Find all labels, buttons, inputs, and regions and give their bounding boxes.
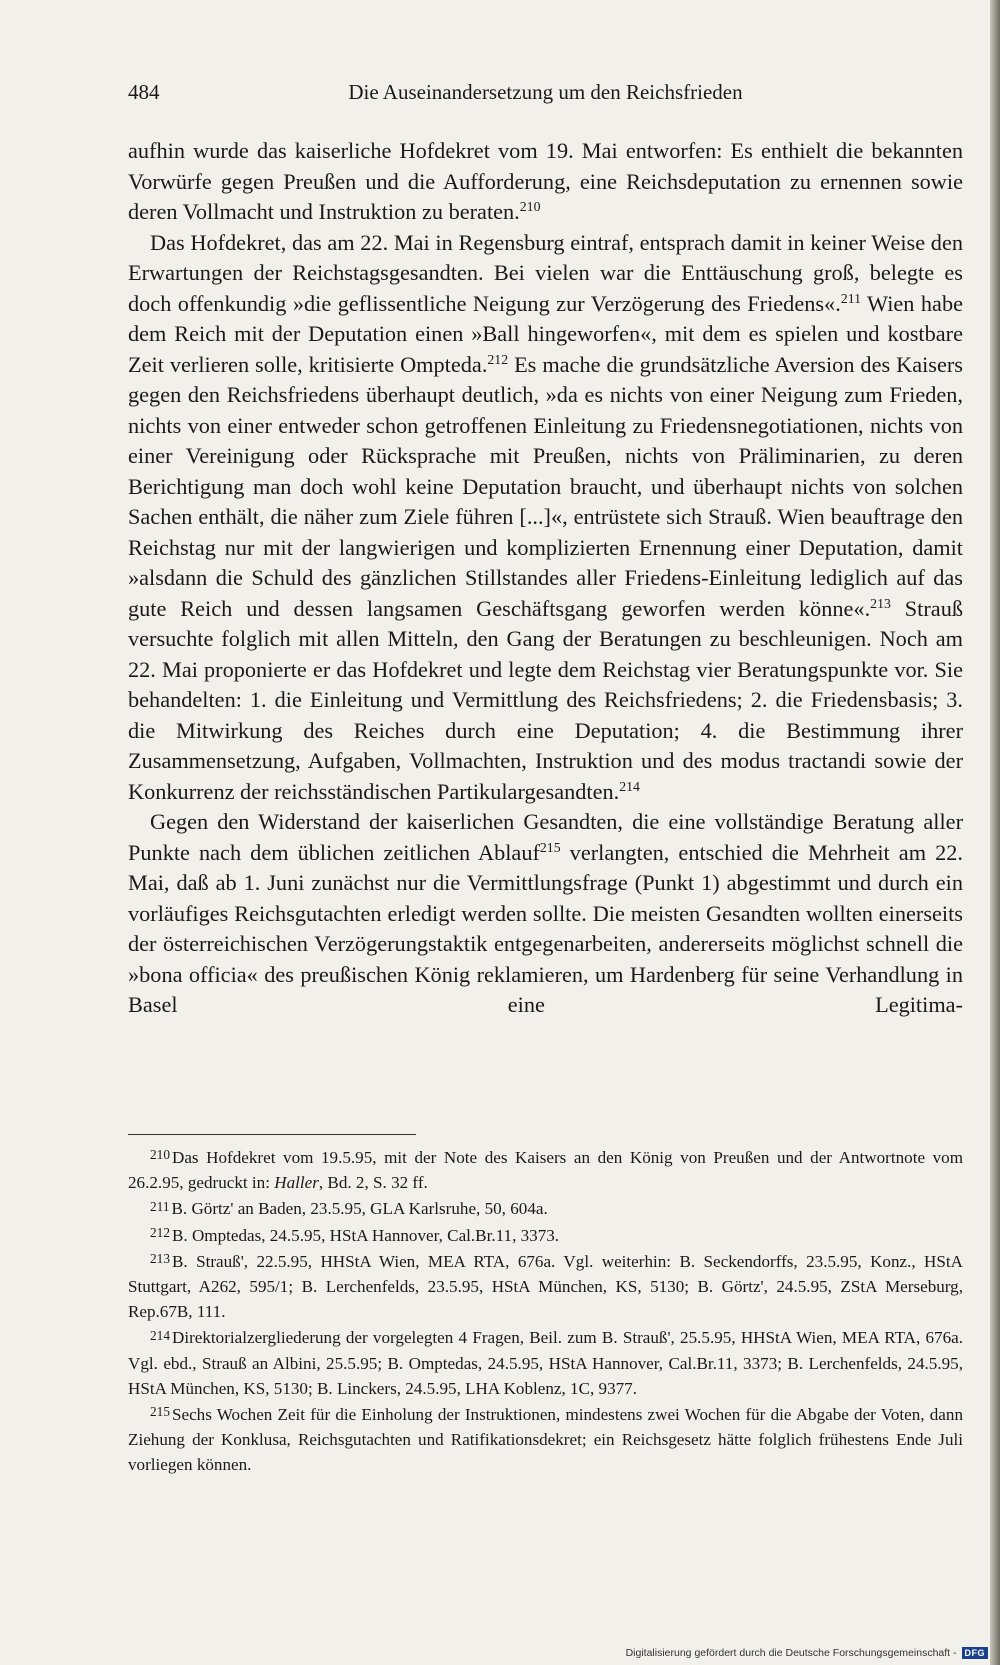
text-run: Das Hofdekret vom 19.5.95, mit der Note des Kaisers an den König von Preußen und der Antwortnote vom 26.2.95, gedruckt in: [128, 1148, 963, 1193]
page-number: 484 [128, 80, 160, 104]
footnote-number: 215 [150, 1404, 170, 1420]
text-run: Strauß versuchte folglich mit allen Mitteln, den Gang der Beratungen zu beschleunigen. Noch am 22. Mai proponierte er das Hofdekret und legte dem Reichstag vier Beratungspunkte vor. Sie behandelten: 1. die Einleitung und Vermittlung des Reichsfriedens; 2. die Friedensbasis; 3. die Mitwirkung des Reiches durch eine Deputation; 4. die Bestimmung ihrer Zusammensetzung, Aufgaben, Vollmachten, Instruktion und des modus tractandi sowie der Konkurrenz der reichsständischen Partikulargesandten. [128, 595, 963, 804]
text-run: aufhin wurde das kaiserliche Hofdekret vom 19. Mai entworfen: Es enthielt die bekannten Vorwürfe gegen Preußen und die Aufforderung, eine Reichsdeputation zu ernennen sowie deren Vollmacht und Instruktion zu beraten. [128, 138, 963, 224]
dfg-logo: DFG [962, 1647, 989, 1659]
footnote-reference: 212 [487, 351, 509, 367]
text-run: Wien habe dem Reich mit der Deputation einen »Ball hingeworfen«, mit dem es spielen und kostbare Zeit verlieren solle, kritisierte Ompteda. [128, 290, 963, 377]
main-text [128, 136, 963, 1021]
paragraph [128, 807, 963, 1021]
footnote [128, 1249, 963, 1325]
footnote-reference: 211 [840, 290, 861, 306]
text-run: Sechs Wochen Zeit für die Einholung der Instruktionen, mindestens zwei Wochen für die Abgabe der Voten, dann Ziehung der Konklusa, Reichsgutachten und Ratifikationsdekret; ein Reichsgesetz hätte folglich frühestens Ende Juli vorliegen können. [128, 1405, 963, 1475]
footnote [128, 1196, 963, 1221]
footnote [128, 1402, 963, 1478]
footnote-reference: 215 [539, 839, 561, 855]
paragraph [128, 228, 963, 808]
footnote [128, 1223, 963, 1248]
credit-text: Digitalisierung gefördert durch die Deutsche Forschungsgemeinschaft - [625, 1647, 957, 1659]
running-title: Die Auseinandersetzung um den Reichsfrieden [348, 80, 743, 104]
footnote-number: 212 [150, 1224, 170, 1240]
text-run: Gegen den Widerstand der kaiserlichen Gesandten, die eine vollständige Beratung aller Punkte nach dem üblichen zeitlichen Ablauf [128, 809, 963, 865]
text-run: B. Görtz' an Baden, 23.5.95, GLA Karlsruhe, 50, 604a. [171, 1199, 548, 1219]
text-run: , Bd. 2, S. 32 ff. [318, 1173, 428, 1193]
digitization-credit [626, 1647, 988, 1659]
footnote [128, 1325, 963, 1401]
italic-text: Haller [274, 1173, 319, 1193]
text-run: B. Strauß', 22.5.95, HHStA Wien, MEA RTA, 676a. Vgl. weiterhin: B. Seckendorffs, 23.5.95, Konz., HStA Stuttgart, A262, 595/1; B. Lerchenfelds, 23.5.95, HStA München, KS, 5130; B. Görtz', 24.5.95, ZStA Merseburg, Rep.67B, 111. [128, 1251, 963, 1322]
paragraph [128, 136, 963, 228]
footnote-reference: 210 [519, 198, 541, 214]
page-header [128, 80, 963, 110]
page-edge-shadow [990, 0, 1000, 1665]
footnote-number: 214 [150, 1327, 170, 1343]
footnote-separator [128, 1134, 416, 1135]
footnote-number: 211 [150, 1198, 170, 1214]
footnotes [128, 1145, 963, 1479]
footnote-number: 213 [150, 1251, 170, 1267]
text-run: B. Omptedas, 24.5.95, HStA Hannover, Cal.Br.11, 3373. [172, 1225, 560, 1245]
footnote-reference: 214 [619, 778, 640, 794]
text-run: Das Hofdekret, das am 22. Mai in Regensburg eintraf, entsprach damit in keiner Weise den Erwartungen der Reichstagsgesandten. Bei vielen war die Enttäuschung groß, belegte es doch offenkundig »die geflissentliche Neigung zur Verzögerung des Friedens«. [128, 229, 963, 316]
footnote-number: 210 [150, 1147, 170, 1163]
footnote [128, 1145, 963, 1195]
text-run: verlangten, entschied die Mehrheit am 22. Mai, daß ab 1. Juni zunächst nur die Vermittlungsfrage (Punkt 1) abgestimmt und durch ein vorläufiges Reichsgutachten erledigt werden sollte. Die meisten Gesandten wollten einerseits der österreichischen Verzögerungstaktik entgegenarbeiten, andererseits möglichst schnell die »bona officia« des preußischen König reklamieren, um Hardenberg für seine Verhandlung in Basel eine Legitima- [128, 839, 963, 1017]
text-run: Direktorialzergliederung der vorgelegten 4 Fragen, Beil. zum B. Strauß', 25.5.95, HHStA Wien, MEA RTA, 676a. Vgl. ebd., Strauß an Albini, 25.5.95; B. Omptedas, 24.5.95, HStA Hannover, Cal.Br.11, 3373; B. Lerchenfelds, 24.5.95, HStA München, KS, 5130; B. Linckers, 24.5.95, LHA Koblenz, 1C, 9377. [128, 1328, 963, 1398]
text-run: Es mache die grundsätzliche Aversion des Kaisers gegen den Reichsfriedens überhaupt deutlich, »da es nichts von einer Neigung zum Frieden, nichts von einer entweder schon getroffenen Einleitung zu Friedensnegotiationen, nichts von einer Vereinigung oder Rücksprache mit Preußen, nichts von Präliminarien, zu deren Berichtigung man doch wohl keine Deputation braucht, und überhaupt nichts von solchen Sachen enthält, die näher zum Ziele führen [...]«, entrüstete sich Strauß. Wien beauftrage den Reichstag nur mit der langwierigen und komplizierten Ernennung einer Deputation, damit »alsdann die Schuld des gänzlichen Stillstandes aller Friedens-Einleitung lediglich auf das gute Reich und dessen langsamen Geschäftsgang geworfen werden könne«. [128, 351, 963, 621]
footnote-reference: 213 [870, 595, 891, 611]
